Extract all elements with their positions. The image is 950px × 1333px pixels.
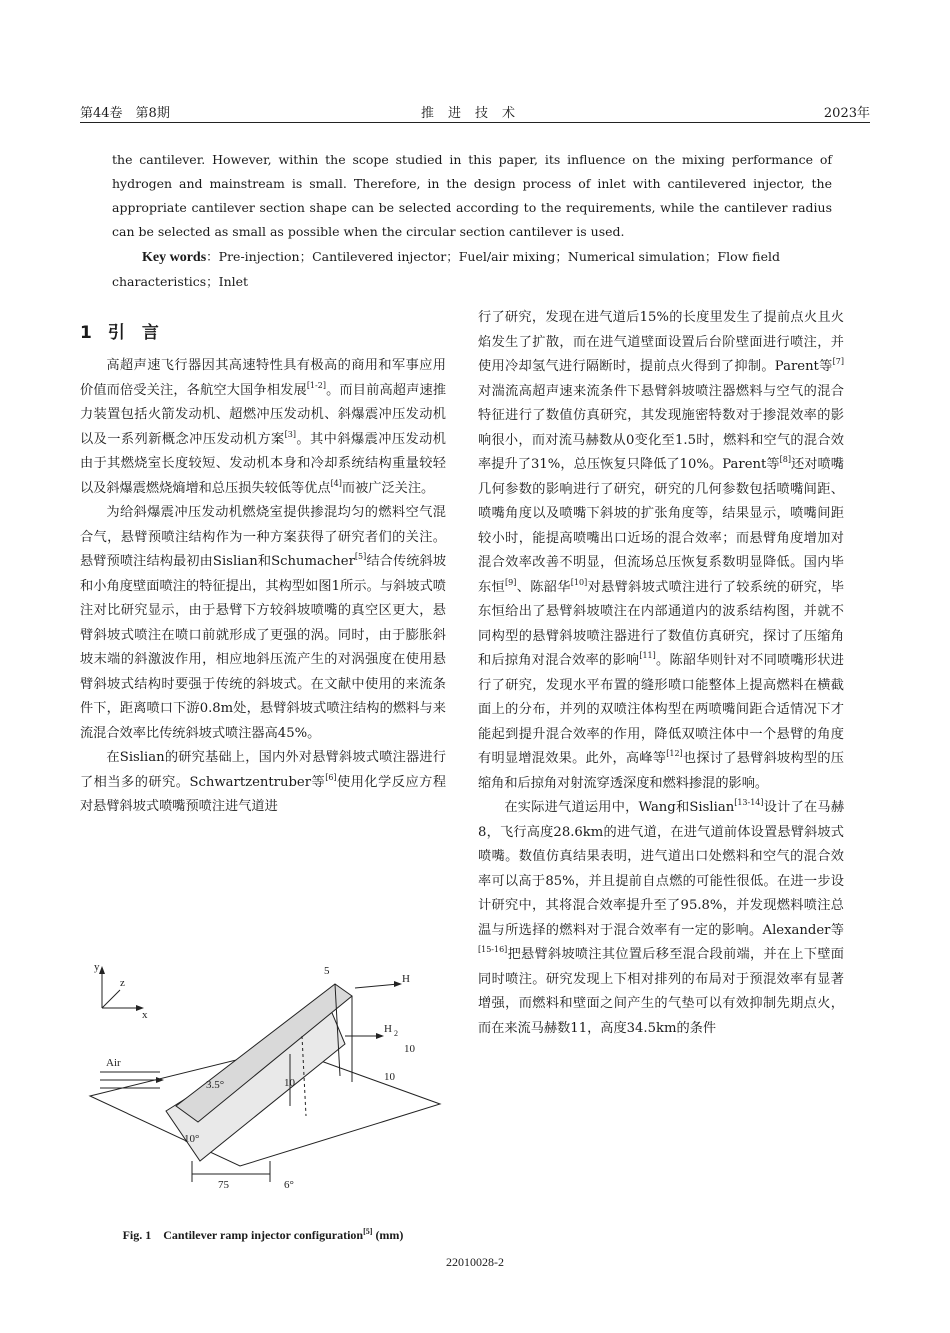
label-dim-10-right: 10 — [404, 1043, 415, 1055]
paragraph: 行了研究，发现在进气道后15%的长度里发生了提前点火且火焰发生了扩散，而在进气道壁面设置后台阶壁面进行喷注，并使用冷却氢气进行隔断时，提前点火得到了抑制。Parent等[7]对湍流高超声速来流条件下悬臂斜坡喷注器燃料与空气的混合特征进行了数值仿真研究，其发现施密特数对于掺混效率的影响很小，而对流马赫数从0变化至1.5时，燃料和空气的混合效率提升了31%，总压恢复只降低了10%。Parent等[8]还对喷嘴几何参数的影响进行了研究，研究的几何参数包括喷嘴间距、喷嘴角度以及喷嘴下斜坡的扩张角度等，结果显示，喷嘴间距较小时，能提高喷嘴出口近场的混合效率；而悬臂角度增加对混合效率改善不明显，但流场总压恢复系数明显降低。国内毕东恒[9]、陈韶华[10]对悬臂斜坡式喷注进行了较系统的研究，毕东恒给出了悬臂斜坡喷注在内部通道内的波系结构图，并就不同构型的悬臂斜坡喷注器进行了数值仿真研究，探讨了压缩角和后掠角对混合效率的影响[11]。陈韶华则针对不同喷嘴形状进行了研究，发现水平布置的缝形喷口能整体上提高燃料在横截面上的分布，并列的双喷注体构型在两喷嘴间距合适情况下才能起到提升混合效率的作用，降低双喷注体中一个悬臂的角度有明显增混效果。此外，高峰等[12]也探讨了悬臂斜坡构型的压缩角和后掠角对射流穿透深度和燃料掺混的影响。 — [478, 310, 845, 791]
label-dim-10-vertical: 10 — [284, 1077, 295, 1089]
section-title: 引 言 — [107, 323, 159, 343]
label-dim-75: 75 — [218, 1179, 229, 1191]
citation: [5] — [354, 552, 367, 561]
label-angle-10: 10° — [184, 1133, 200, 1145]
citation: [11] — [639, 651, 656, 660]
label-angle-3-5: 3.5° — [206, 1079, 225, 1091]
z-axis-line — [102, 990, 120, 1008]
page-number: 22010028-2 — [446, 1255, 504, 1269]
paragraph: 在Sislian的研究基础上，国内外对悬臂斜坡式喷注器进行了相当多的研究。Schwartzentruber等[6]使用化学反应方程对悬臂斜坡式喷嘴预喷注进气道进 — [80, 750, 447, 814]
citation: [13-14] — [734, 798, 764, 807]
label-h2-mid: H — [384, 1023, 392, 1035]
citation: [1-2] — [306, 380, 326, 390]
paragraph: 在实际进气道运用中，Wang和Sislian[13-14]设计了在马赫8，飞行高度28.6km的进气道，在进气道前体设置悬臂斜坡式喷嘴。数值仿真结果表明，进气道出口处燃料和空气的混合效率可以高于85%，并且提前自点燃的可能性很低。在进一步设计研究中，其将混合效率提升至了95.8%，并发现燃料喷注总温与所选择的燃料对于混合效率有一定的影响。Alexander等[15-16]把悬臂斜坡喷注其位置后移至混合段前端，并在上下壁面同时喷注。研究发现上下相对排列的布局对于预混效率有显著增强，而燃料和壁面之间产生的气垫可以有效抑制先期点火，而在来流马赫数11，高度34.5km的条件 — [478, 798, 845, 1036]
keywords-text: ：Pre-injection；Cantilevered injector；Fuel/air mixing；Numerical simulation；Flow field characteristics；Inlet — [112, 249, 781, 289]
label-dim-5: 5 — [324, 965, 330, 977]
header-year: 2023年 — [823, 106, 870, 121]
figure-caption: Fig. 1 Cantilever ramp injector configuration[5] (mm) — [122, 1227, 404, 1242]
citation: [3] — [284, 429, 296, 439]
label-h2-subscript: 2 — [394, 1029, 398, 1038]
label-angle-6: 6° — [284, 1179, 294, 1191]
citation: [10] — [570, 577, 588, 587]
right-column — [478, 306, 844, 1041]
label-y: y — [94, 961, 100, 973]
citation: [9] — [505, 577, 517, 587]
header-volume: 第44卷 第8期 — [80, 106, 170, 121]
label-dim-10-right-2: 10 — [384, 1071, 395, 1083]
running-header — [80, 100, 870, 123]
abstract-tail: the cantilever. However, within the scope studied in this paper, its influence on the mixing performance of hydrogen and mainstream is small. Therefore, in the design process of inlet with cantilevered injector, the appropriate cantilever section shape can be selected according to the requirements, while the cantilever radius can be selected as small as possible when the circular section cantilever is used. — [112, 152, 832, 239]
citation: [7] — [832, 357, 844, 366]
figure-cantilever-ramp-injector — [80, 956, 446, 1226]
h2-arrow-top — [355, 984, 398, 988]
citation: [6] — [325, 772, 337, 782]
left-column — [80, 354, 446, 820]
keywords — [112, 245, 832, 294]
label-z: z — [120, 977, 125, 989]
label-air: Air — [106, 1057, 121, 1069]
paragraph: 为给斜爆震冲压发动机燃烧室提供掺混均匀的燃料空气混合气，悬臂预喷注结构作为一种方案获得了研究者们的关注。悬臂预喷注结构最初由Sislian和Schumacher[5]结合传统斜坡和小角度壁面喷注的特征提出，其构型如图1所示。与斜坡式喷注对比研究显示，由于悬臂下方较斜坡喷嘴的真空区更大，悬臂斜坡式喷注在喷口前就形成了更强的涡。同时，由于膨胀斜坡末端的斜激波作用，相应地斜压流产生的对涡强度在使用悬臂斜坡式结构时要强于传统的斜坡式。在文献中使用的来流条件下，距离喷口下游0.8m处，悬臂斜坡式喷注结构的燃料与来流混合效率比传统斜坡式喷注器高45%。 — [80, 505, 447, 741]
keywords-label: Key words — [142, 250, 207, 265]
section-heading — [80, 318, 159, 343]
citation: [15-16] — [478, 945, 508, 954]
citation: [8] — [779, 455, 791, 464]
paragraph: 高超声速飞行器因其高速特性具有极高的商用和军事应用价值而倍受关注，各航空大国争相发展[1-2]。而目前高超声速推力装置包括火箭发动机、超燃冲压发动机、斜爆震冲压发动机以及一系列新概念冲压发动机方案[3]。其中斜爆震冲压发动机由于其燃烧室长度较短、发动机本身和冷却系统结构重量较轻以及斜爆震燃烧熵增和总压损失较低等优点[4]而被广泛关注。 — [80, 358, 447, 496]
citation: [12] — [666, 749, 683, 758]
label-h2-top: H — [402, 973, 410, 985]
header-journal: 推进技术 — [420, 106, 529, 121]
label-x: x — [142, 1009, 148, 1021]
citation: [4] — [330, 478, 342, 488]
section-number: 1 — [80, 323, 92, 343]
